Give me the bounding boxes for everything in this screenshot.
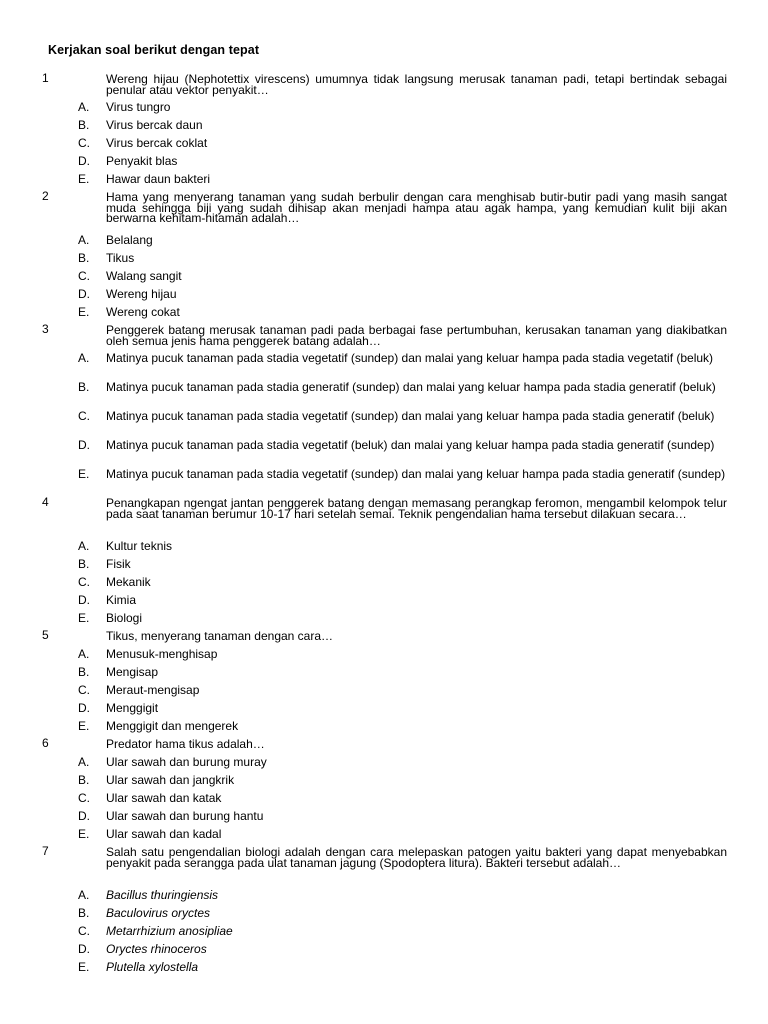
option-e	[0, 173, 768, 191]
option-letter: D.	[78, 809, 90, 823]
option-text: Matinya pucuk tanaman pada stadia vegetatif (sundep) dan malai yang keluar hampa pada stadia generatif (beluk)	[106, 409, 715, 423]
option-letter: B.	[78, 773, 90, 787]
option-letter: A.	[78, 233, 90, 247]
option-text: Wereng cokat	[106, 305, 180, 319]
option-c	[0, 270, 768, 288]
option-letter: C.	[78, 136, 90, 150]
question-number: 3	[42, 322, 49, 336]
option-text: Virus bercak coklat	[106, 136, 208, 150]
option-a	[0, 756, 768, 774]
option-letter: D.	[78, 154, 90, 168]
option-text: Wereng hijau	[106, 287, 177, 301]
question-number: 4	[42, 495, 49, 509]
option-a	[0, 234, 768, 252]
option-letter: D.	[78, 701, 90, 715]
option-e	[0, 468, 768, 497]
option-b	[0, 558, 768, 576]
option-a	[0, 889, 768, 907]
option-letter: D.	[78, 593, 90, 607]
option-text: Ular sawah dan katak	[106, 791, 222, 805]
option-text: Menggigit dan mengerek	[106, 719, 239, 733]
option-b	[0, 774, 768, 792]
option-text: Meraut-mengisap	[106, 683, 200, 697]
option-a	[0, 352, 768, 381]
option-text: Kimia	[106, 593, 137, 607]
option-letter: B.	[78, 906, 90, 920]
option-c	[0, 925, 768, 943]
option-c	[0, 137, 768, 155]
option-text: Virus tungro	[106, 100, 171, 114]
question-number: 1	[42, 71, 49, 85]
option-letter: B.	[78, 251, 90, 265]
option-text: Plutella xylostella	[106, 960, 199, 974]
option-text: Mengisap	[106, 665, 159, 679]
option-text: Menggigit	[106, 701, 159, 715]
option-text: Biologi	[106, 611, 143, 625]
option-letter: A.	[78, 755, 90, 769]
option-c	[0, 792, 768, 810]
question-list	[0, 73, 768, 979]
question-6	[0, 738, 768, 846]
option-text: Matinya pucuk tanaman pada stadia generatif (sundep) dan malai yang keluar hampa pada stadia generatif (beluk)	[106, 380, 716, 394]
option-text: Ular sawah dan burung muray	[106, 755, 267, 769]
option-e	[0, 720, 768, 738]
question-number: 7	[42, 844, 49, 858]
option-b	[0, 252, 768, 270]
question-4	[0, 497, 768, 630]
option-text: Tikus	[106, 251, 135, 265]
option-text: Ular sawah dan burung hantu	[106, 809, 264, 823]
option-text: Baculovirus oryctes	[106, 906, 211, 920]
option-b	[0, 907, 768, 925]
question-text: Penangkapan ngengat jantan penggerek batang dengan memasang perangkap feromon, mengambil kelompok telur pada saat tanaman berumur 10-17 hari setelah semai. Teknik pengendalian hama tersebut dilakuan secara…	[106, 496, 727, 521]
option-d	[0, 702, 768, 720]
question-5	[0, 630, 768, 738]
option-a	[0, 101, 768, 119]
option-d	[0, 594, 768, 612]
page-title: Kerjakan soal berikut dengan tepat	[48, 43, 260, 57]
option-text: Ular sawah dan jangkrik	[106, 773, 235, 787]
option-b	[0, 119, 768, 137]
option-d	[0, 439, 768, 468]
option-letter: D.	[78, 438, 90, 452]
question-number: 5	[42, 628, 49, 642]
option-letter: C.	[78, 924, 90, 938]
question-number: 2	[42, 189, 49, 203]
option-c	[0, 576, 768, 594]
question-text: Penggerek batang merusak tanaman padi pada berbagai fase pertumbuhan, kerusakan tanaman yang diakibatkan oleh semua jenis hama penggerek batang adalah…	[106, 323, 727, 348]
option-c	[0, 410, 768, 439]
option-letter: D.	[78, 287, 90, 301]
option-letter: C.	[78, 791, 90, 805]
option-d	[0, 155, 768, 173]
option-letter: B.	[78, 380, 90, 394]
option-text: Oryctes rhinoceros	[106, 942, 207, 956]
option-d	[0, 810, 768, 828]
option-e	[0, 828, 768, 846]
question-text: Tikus, menyerang tanaman dengan cara…	[106, 629, 334, 643]
option-letter: D.	[78, 942, 90, 956]
option-a	[0, 540, 768, 558]
option-text: Walang sangit	[106, 269, 182, 283]
option-letter: E.	[78, 827, 90, 841]
question-2	[0, 191, 768, 324]
question-7	[0, 846, 768, 979]
option-letter: C.	[78, 683, 90, 697]
option-letter: B.	[78, 557, 90, 571]
option-letter: A.	[78, 647, 90, 661]
option-text: Matinya pucuk tanaman pada stadia vegetatif (beluk) dan malai yang keluar hampa pada stadia generatif (sundep)	[106, 438, 715, 452]
option-text: Belalang	[106, 233, 153, 247]
option-text: Menusuk-menghisap	[106, 647, 218, 661]
question-text: Wereng hijau (Nephotettix virescens) umumnya tidak langsung merusak tanaman padi, tetapi bertindak sebagai penular atau vektor penyakit…	[106, 72, 727, 97]
option-letter: C.	[78, 409, 90, 423]
option-b	[0, 381, 768, 410]
option-text: Fisik	[106, 557, 131, 571]
option-d	[0, 943, 768, 961]
option-letter: E.	[78, 172, 90, 186]
option-a	[0, 648, 768, 666]
option-c	[0, 684, 768, 702]
option-letter: E.	[78, 467, 90, 481]
option-e	[0, 306, 768, 324]
option-letter: E.	[78, 719, 90, 733]
option-text: Kultur teknis	[106, 539, 173, 553]
option-e	[0, 612, 768, 630]
option-b	[0, 666, 768, 684]
option-d	[0, 288, 768, 306]
option-letter: E.	[78, 305, 90, 319]
option-letter: E.	[78, 611, 90, 625]
option-e	[0, 961, 768, 979]
option-text: Mekanik	[106, 575, 151, 589]
option-letter: B.	[78, 118, 90, 132]
option-letter: B.	[78, 665, 90, 679]
question-text: Predator hama tikus adalah…	[106, 737, 265, 751]
option-text: Penyakit blas	[106, 154, 178, 168]
option-text: Metarrhizium anosipliae	[106, 924, 233, 938]
option-text: Matinya pucuk tanaman pada stadia vegetatif (sundep) dan malai yang keluar hampa pada stadia vegetatif (beluk)	[106, 351, 714, 365]
question-1	[0, 73, 768, 191]
question-text: Salah satu pengendalian biologi adalah dengan cara melepaskan patogen yaitu bakteri yang dapat menyebabkan penyakit pada serangga pada ulat tanaman jagung (Spodoptera litura). Bakteri tersebut adalah…	[106, 845, 727, 870]
option-text: Matinya pucuk tanaman pada stadia vegetatif (sundep) dan malai yang keluar hampa pada stadia generatif (sundep)	[106, 467, 726, 481]
question-number: 6	[42, 736, 49, 750]
option-letter: A.	[78, 100, 90, 114]
question-3	[0, 324, 768, 497]
option-text: Virus bercak daun	[106, 118, 203, 132]
option-text: Hawar daun bakteri	[106, 172, 211, 186]
option-letter: A.	[78, 539, 90, 553]
option-letter: A.	[78, 888, 90, 902]
option-letter: E.	[78, 960, 90, 974]
question-text: Hama yang menyerang tanaman yang sudah berbulir dengan cara menghisab butir-butir padi yang masih sangat muda sehingga biji yang sudah dihisap akan menjadi hampa atau agak hampa, yang kemudian kulit biji akan berwarna kehitam-hitaman adalah…	[106, 190, 727, 225]
option-text: Ular sawah dan kadal	[106, 827, 222, 841]
option-letter: C.	[78, 269, 90, 283]
option-letter: A.	[78, 351, 90, 365]
option-text: Bacillus thuringiensis	[106, 888, 219, 902]
option-letter: C.	[78, 575, 90, 589]
